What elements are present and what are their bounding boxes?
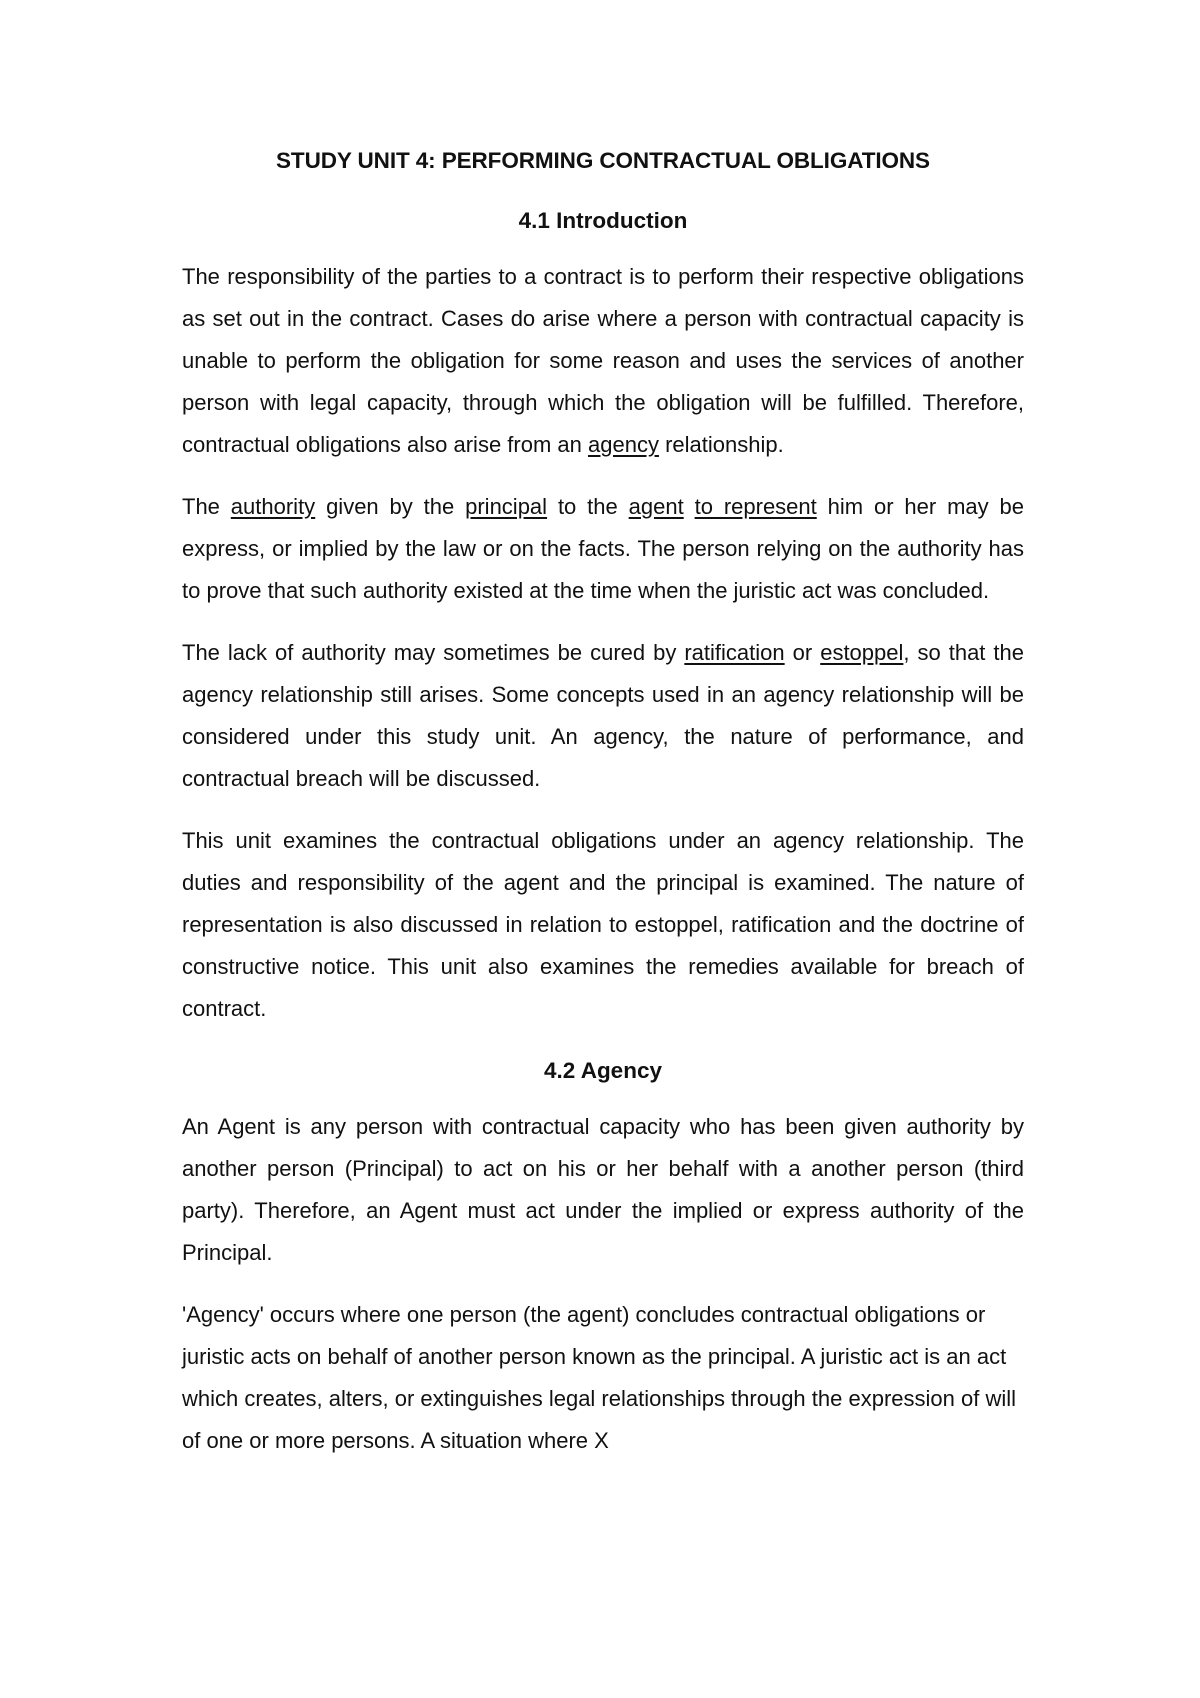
underlined-term: estoppel: [820, 640, 904, 665]
underlined-term: agent: [628, 494, 684, 519]
paragraph-text: given by the: [315, 494, 466, 519]
paragraph-text: him or her may be express, or implied by the law or on the facts. The person relying on the authority has to prove that such authority existed at the time when the juristic act was concluded.: [182, 494, 1024, 603]
paragraph-text: [684, 494, 695, 519]
section-heading: 4.2 Agency: [544, 1058, 662, 1083]
paragraph-text: to the: [547, 494, 629, 519]
section-introduction: [182, 200, 1024, 1030]
underlined-term: agency: [588, 432, 659, 457]
document-title: STUDY UNIT 4: PERFORMING CONTRACTUAL OBLIGATIONS: [276, 148, 930, 173]
underlined-term: principal: [465, 494, 548, 519]
underlined-term: ratification: [684, 640, 785, 665]
paragraph-text: An Agent is any person with contractual capacity who has been given authority by another person (Principal) to act on his or her behalf with a another person (third party). Therefore, an Agent must act under the implied or express authority of the Principal.: [182, 1114, 1024, 1265]
paragraph: [182, 820, 1024, 1030]
paragraph: [182, 1294, 1024, 1462]
paragraph-text: The lack of authority may sometimes be cured by: [182, 640, 685, 665]
section-heading: 4.1 Introduction: [518, 208, 688, 233]
paragraph-text: This unit examines the contractual obligations under an agency relationship. The duties and responsibility of the agent and the principal is examined. The nature of representation is also discussed in relation to estoppel, ratification and the doctrine of constructive notice. This unit also examines the remedies available for breach of contract.: [182, 828, 1024, 1021]
paragraph-text: 'Agency' occurs where one person (the agent) concludes contractual obligations or juristic acts on behalf of another person known as the principal. A juristic act is an act which creates, alters, or extinguishes legal relationships through the expression of will of one or more persons. A situation where X: [182, 1302, 1016, 1453]
underlined-term: to represent: [694, 494, 817, 519]
paragraph: [182, 1106, 1024, 1274]
section-agency: [182, 1050, 1024, 1462]
document-page: [182, 136, 1024, 1482]
paragraph: [182, 256, 1024, 466]
paragraph-text: relationship.: [658, 432, 784, 457]
paragraph-text: The responsibility of the parties to a contract is to perform their respective obligations as set out in the contract. Cases do arise where a person with contractual capacity is unable to perform the obligation for some reason and uses the services of another person with legal capacity, through which the obligation will be fulfilled. Therefore, contractual obligations also arise from an: [182, 264, 1024, 457]
paragraph-text: , so that the agency relationship still arises. Some concepts used in an agency relationship will be considered under this study unit. An agency, the nature of performance, and contractual breach will be discussed.: [182, 640, 1024, 791]
paragraph-text: The: [182, 494, 231, 519]
paragraph: [182, 486, 1024, 612]
paragraph-text: or: [784, 640, 821, 665]
underlined-term: authority: [230, 494, 316, 519]
paragraph: [182, 632, 1024, 800]
